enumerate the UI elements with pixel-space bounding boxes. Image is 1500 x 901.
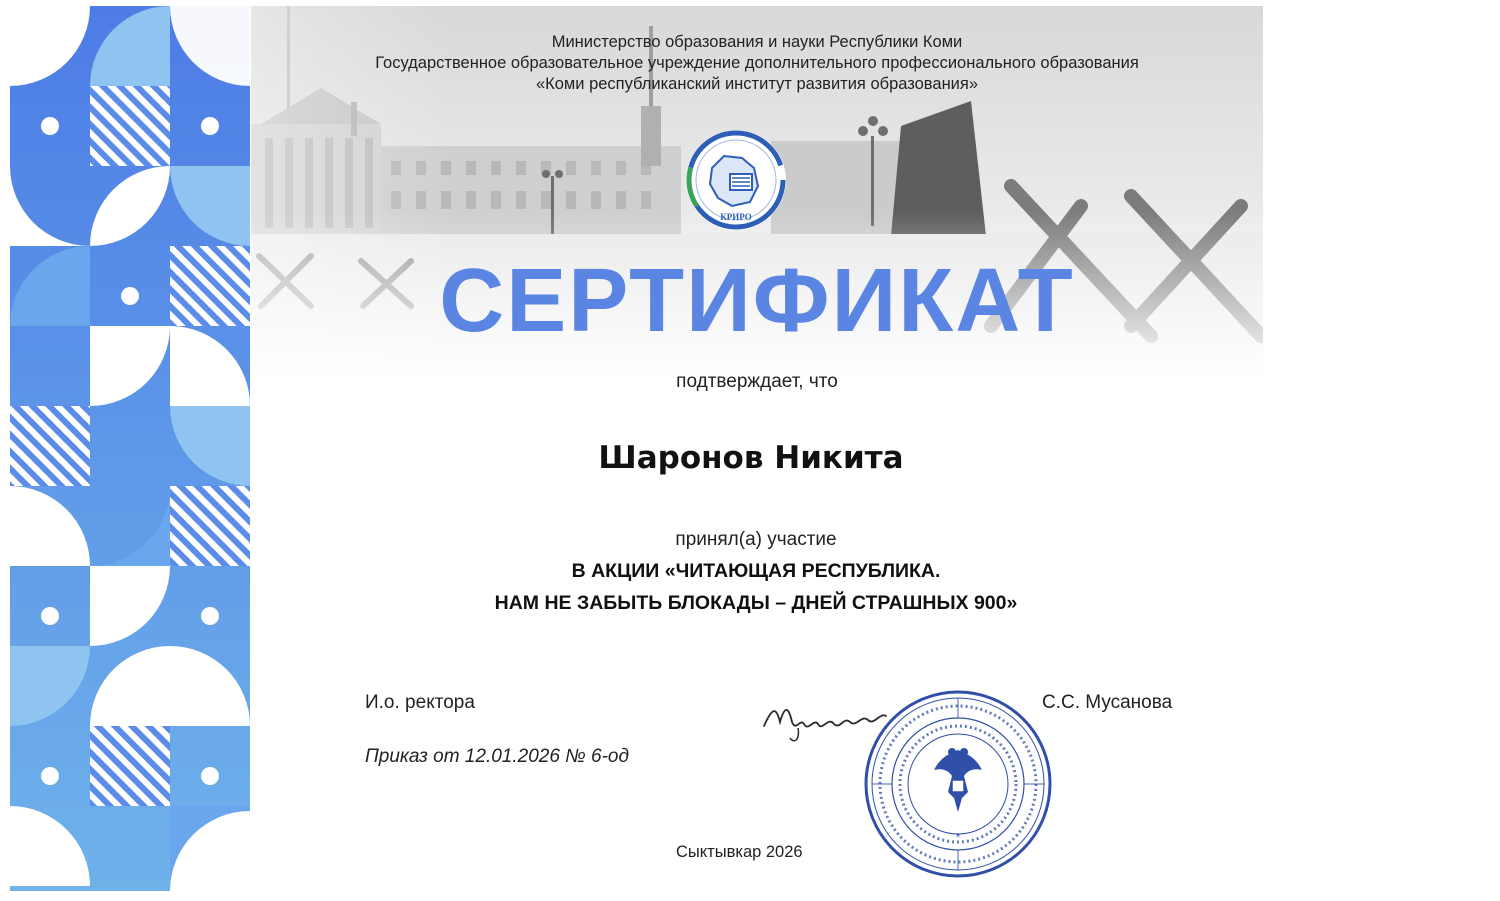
institution-name-line: «Коми республиканский институт развития образования» [535, 75, 979, 93]
ministry-line: Министерство образования и науки Республики Коми [551, 33, 963, 51]
confirms-text: подтверждает, что [676, 371, 838, 392]
recipient-name: Шаронов Никита [598, 440, 904, 476]
signer-name: С.С. Мусанова [1042, 692, 1173, 713]
institution-type-line: Государственное образовательное учреждение дополнительного профессионального образования [375, 54, 1139, 72]
signer-role: И.о. ректора [365, 692, 475, 713]
order-reference: Приказ от 12.01.2026 № 6-од [365, 746, 629, 767]
decorative-band [10, 6, 250, 891]
city-year: Сыктывкар 2026 [676, 843, 803, 861]
kriro-emblem-icon [684, 128, 788, 232]
participation-text: принял(а) участие [675, 529, 837, 550]
certificate-title: СЕРТИФИКАТ [439, 251, 1075, 351]
official-stamp [862, 688, 1054, 880]
event-title-line2: НАМ НЕ ЗАБЫТЬ БЛОКАДЫ – ДНЕЙ СТРАШНЫХ 900» [494, 592, 1018, 614]
event-title-line1: В АКЦИИ «ЧИТАЮЩАЯ РЕСПУБЛИКА. [571, 560, 941, 582]
svg-text:*: * [955, 832, 961, 843]
logo-text: КРИРО [720, 212, 752, 222]
geometric-pattern [10, 6, 250, 891]
